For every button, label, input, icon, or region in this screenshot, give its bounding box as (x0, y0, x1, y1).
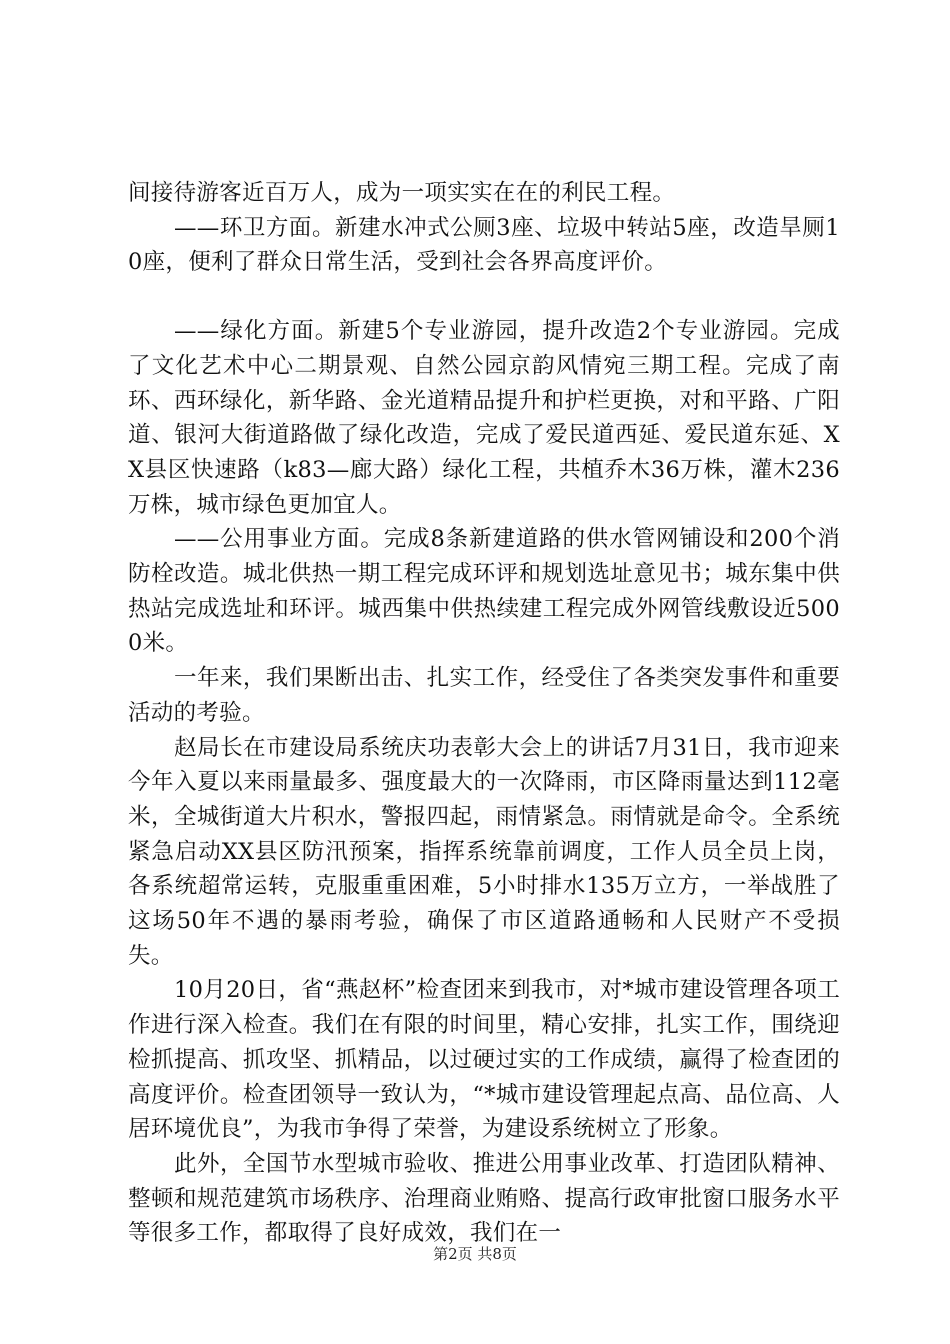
document-body (128, 176, 840, 1251)
paragraph-public-utilities: ——公用事业方面。完成8条新建道路的供水管网铺设和200个消防栓改造。城北供热一期工程完成环评和规划选址意见书；城东集中供热站完成选址和环评。城西集中供热续建工程完成外网管线敷设近5000米。 (128, 526, 840, 657)
page-number-footer: 第2页 共8页 (433, 1245, 517, 1263)
paragraph-other-work: 此外，全国节水型城市验收、推进公用事业改革、打造团队精神、整顿和规范建筑市场秩序、治理商业贿赂、提高行政审批窗口服务水平等很多工作，都取得了良好成效，我们在一 (128, 1150, 840, 1247)
paragraph-greening: ——绿化方面。新建5个专业游园，提升改造2个专业游园。完成了文化艺术中心二期景观、自然公园京韵风情宛三期工程。完成了南环、西环绿化，新华路、金光道精品提升和护栏更换，对和平路、广阳道、银河大街道路做了绿化改造，完成了爱民道西延、爱民道东延、XX县区快速路（k83—廊大路）绿化工程，共植乔木36万株，灌木236万株，城市绿色更加宜人。 (128, 318, 840, 518)
paragraph-inspection: 10月20日，省“燕赵杯”检查团来到我市，对*城市建设管理各项工作进行深入检查。我们在有限的时间里，精心安排，扎实工作，围绕迎检抓提高、抓攻坚、抓精品，以过硬过实的工作成绩，赢得了检查团的高度评价。检查团领导一致认为，“*城市建设管理起点高、品位高、人居环境优良”，为我市争得了荣誉，为建设系统树立了形象。 (128, 977, 840, 1143)
paragraph-sanitation: ——环卫方面。新建水冲式公厕3座、垃圾中转站5座，改造旱厕10座，便利了群众日常生活，受到社会各界高度评价。 (128, 214, 840, 276)
paragraph-continuation: 间接待游客近百万人，成为一项实实在在的利民工程。 (128, 180, 676, 206)
paragraph-year-summary: 一年来，我们果断出击、扎实工作，经受住了各类突发事件和重要活动的考验。 (128, 665, 840, 726)
paragraph-flood-response: 赵局长在市建设局系统庆功表彰大会上的讲话7月31日，我市迎来今年入夏以来雨量最多、强度最大的一次降雨，市区降雨量达到112毫米，全城街道大片积水，警报四起，雨情紧急。雨情就是命令。全系统紧急启动XX县区防汛预案，指挥系统靠前调度，工作人员全员上岗，各系统超常运转，克服重重困难，5小时排水135万立方，一举战胜了这场50年不遇的暴雨考验，确保了市区道路通畅和人民财产不受损失。 (128, 734, 840, 969)
